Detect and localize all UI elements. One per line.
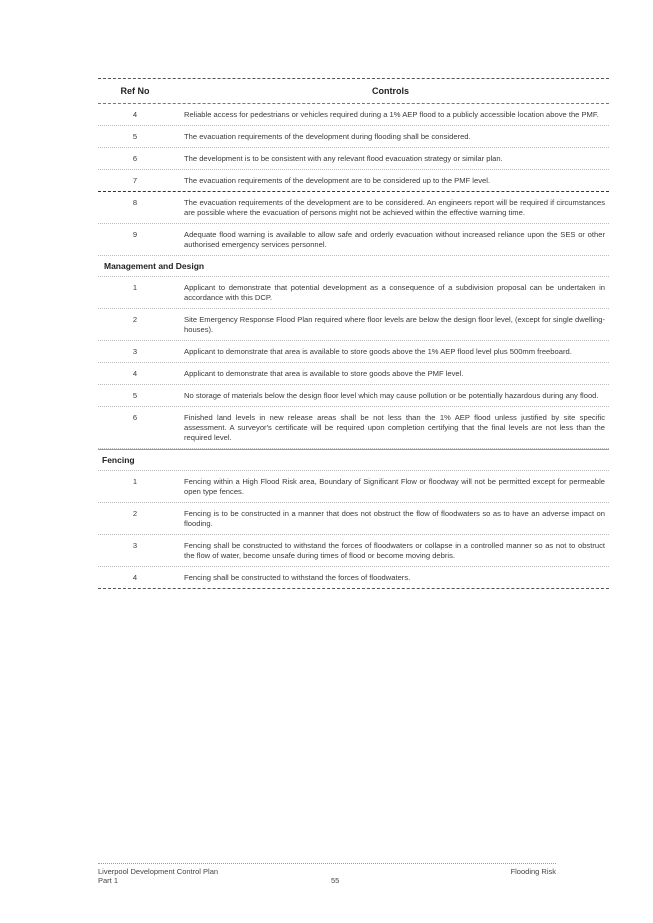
- table-row: [98, 567, 609, 589]
- row-control-text: Finished land levels in new release areas shall be not less than the 1% AEP flood unless justified by site specific assessment. A surveyor's certificate will be required upon completion certifying that the final levels are not less than the required level.: [184, 413, 605, 442]
- table-row: [98, 385, 609, 407]
- header-controls: Controls: [372, 86, 409, 96]
- footer-doc-title: Liverpool Development Control Plan: [98, 867, 219, 876]
- row-control-text: No storage of materials below the design floor level which may cause pollution or be potentially hazardous during any flood.: [184, 391, 599, 400]
- row-control-text: Reliable access for pedestrians or vehicles required during a 1% AEP flood to a publicly accessible location above the PMF.: [184, 110, 599, 119]
- row-control-text: Applicant to demonstrate that potential development as a consequence of a subdivision proposal can be undertaken in accordance with this DCP.: [184, 283, 605, 302]
- row-control-text: Fencing within a High Flood Risk area, Boundary of Significant Flow or floodway will not be permitted except for permeable open type fences.: [184, 477, 605, 496]
- row-ref: 7: [132, 176, 138, 185]
- controls-table: [98, 78, 609, 589]
- page-number: 55: [331, 876, 340, 885]
- table-row: [98, 170, 609, 192]
- row-ref: 2: [132, 509, 138, 518]
- row-ref: 5: [132, 132, 138, 141]
- row-control-text: Fencing is to be constructed in a manner that does not obstruct the flow of floodwaters so as to have an adverse impact on flooding.: [184, 509, 605, 528]
- row-control-text: The evacuation requirements of the development are to be considered up to the PMF level.: [184, 176, 491, 185]
- section-heading-fencing: Fencing: [98, 449, 609, 471]
- header-ref-no: Ref No: [120, 86, 150, 96]
- footer-section: Flooding Risk: [510, 867, 556, 876]
- row-ref: 9: [132, 230, 138, 239]
- row-control-text: Fencing shall be constructed to withstand the forces of floodwaters.: [184, 573, 411, 582]
- row-control-text: Fencing shall be constructed to withstand the forces of floodwaters or collapse in a controlled manner so as not to obstruct the flow of water, become unsafe during times of flood or become moving debris.: [184, 541, 605, 560]
- row-ref: 6: [132, 154, 138, 163]
- row-ref: 1: [132, 283, 138, 292]
- table-row: [98, 104, 609, 126]
- table-row: [98, 535, 609, 567]
- row-ref: 5: [132, 391, 138, 400]
- row-control-text: Site Emergency Response Flood Plan required where floor levels are below the design floor level, (except for single dwelling-houses).: [184, 315, 605, 334]
- table-row: [98, 471, 609, 503]
- table-row: [98, 309, 609, 341]
- row-control-text: The evacuation requirements of the development are to be considered. An engineers report will be required if circumstances are possible where the evacuation of persons might not be achieved within the effective warning time.: [184, 198, 605, 217]
- footer-part: Part 1: [98, 876, 119, 885]
- row-ref: 2: [132, 315, 138, 324]
- row-control-text: Applicant to demonstrate that area is available to store goods above the 1% AEP flood level plus 500mm freeboard.: [184, 347, 572, 356]
- row-ref: 4: [132, 369, 138, 378]
- page-footer: [98, 863, 556, 886]
- row-ref: 4: [132, 573, 138, 582]
- row-control-text: Adequate flood warning is available to allow safe and orderly evacuation without increased reliance upon the SES or other authorised emergency services personnel.: [184, 230, 605, 249]
- table-header: [98, 79, 609, 104]
- table-row: [98, 503, 609, 535]
- row-ref: 3: [132, 347, 138, 356]
- row-ref: 4: [132, 110, 138, 119]
- table-row: [98, 363, 609, 385]
- row-ref: 6: [132, 413, 138, 422]
- table-row: [98, 341, 609, 363]
- table-row: [98, 407, 609, 449]
- section-heading-management: Management and Design: [98, 256, 609, 277]
- table-row: [98, 148, 609, 170]
- row-ref: 1: [132, 477, 138, 486]
- row-control-text: Applicant to demonstrate that area is available to store goods above the PMF level.: [184, 369, 464, 378]
- table-row: [98, 126, 609, 148]
- row-control-text: The development is to be consistent with any relevant flood evacuation strategy or similar plan.: [184, 154, 503, 163]
- row-control-text: The evacuation requirements of the development during flooding shall be considered.: [184, 132, 471, 141]
- row-ref: 3: [132, 541, 138, 550]
- table-row: [98, 277, 609, 309]
- table-row: [98, 192, 609, 224]
- row-ref: 8: [132, 198, 138, 207]
- table-row: [98, 224, 609, 256]
